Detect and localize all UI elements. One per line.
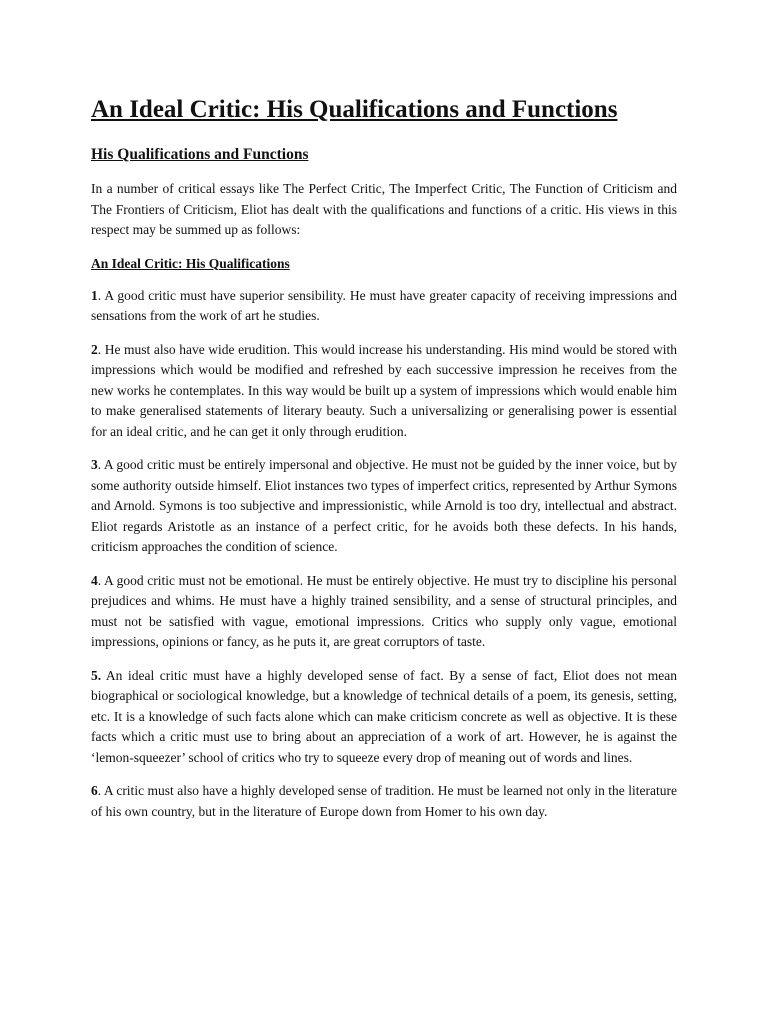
- point-paragraph: [91, 666, 677, 769]
- point-paragraph: [91, 781, 677, 822]
- point-text: . A good critic must have superior sensibility. He must have greater capacity of receiving impressions and sensations from the work of art he studies.: [91, 287, 677, 323]
- point-text: . He must also have wide erudition. This would increase his understanding. His mind would be stored with impressions which would be modified and refreshed by each successive impression he receives from the new works he contemplates. In this way would be built up a system of impressions which would enable him to make generalised statements of literary beauty. Such a universalizing or generalising power is essential for an ideal critic, and he can get it only through erudition.: [91, 341, 677, 439]
- section-heading: An Ideal Critic: His Qualifications: [91, 255, 290, 271]
- point-paragraph: [91, 571, 677, 653]
- document-title: An Ideal Critic: His Qualifications and Functions: [91, 96, 618, 123]
- point-text: . A good critic must be entirely impersonal and objective. He must not be guided by the inner voice, but by some authority outside himself. Eliot instances two types of imperfect critics, represented by Arthur Symons and Arnold. Symons is too subjective and impressionistic, while Arnold is too dry, intellectual and abstract. Eliot regards Aristotle as an instance of a perfect critic, for he avoids both these defects. In his hands, criticism approaches the condition of science.: [91, 457, 677, 554]
- point-number: 4: [91, 572, 98, 588]
- point-number: 6: [91, 783, 98, 798]
- point-text: . A good critic must not be emotional. He must be entirely objective. He must try to discipline his personal prejudices and whims. He must have a highly trained sensibility, and a sense of structural principles, and must not be satisfied with vague, emotional impressions. Critics who supply only vague, emotional impressions, opinions or fancy, as he puts it, are great corruptors of taste.: [91, 572, 677, 649]
- document-subtitle: His Qualifications and Functions: [91, 146, 309, 163]
- point-number: 1: [91, 287, 98, 303]
- point-paragraph: [91, 286, 677, 327]
- point-paragraph: [91, 455, 677, 558]
- point-number: 5.: [91, 667, 102, 683]
- document-page: [91, 93, 677, 835]
- point-text: . A critic must also have a highly developed sense of tradition. He must be learned not only in the literature of his own country, but in the literature of Europe down from Homer to his own day.: [91, 783, 677, 819]
- point-number: 2: [91, 341, 98, 357]
- point-text: An ideal critic must have a highly developed sense of fact. By a sense of fact, Eliot does not mean biographical or sociological knowledge, but a knowledge of technical details of a poem, its genesis, setting, etc. It is a knowledge of such facts alone which can make criticism concrete as well as objective. It is these facts which a critic must use to bring about an appreciation of a work of art. However, he is against the ‘lemon-squeezer’ school of critics who try to squeeze every drop of meaning out of words and lines.: [91, 667, 677, 765]
- point-paragraph: [91, 340, 677, 443]
- intro-paragraph: In a number of critical essays like The Perfect Critic, The Imperfect Critic, The Function of Criticism and The Frontiers of Criticism, Eliot has dealt with the qualifications and functions of a critic. His views in this respect may be summed up as follows:: [91, 181, 677, 237]
- point-number: 3: [91, 457, 98, 472]
